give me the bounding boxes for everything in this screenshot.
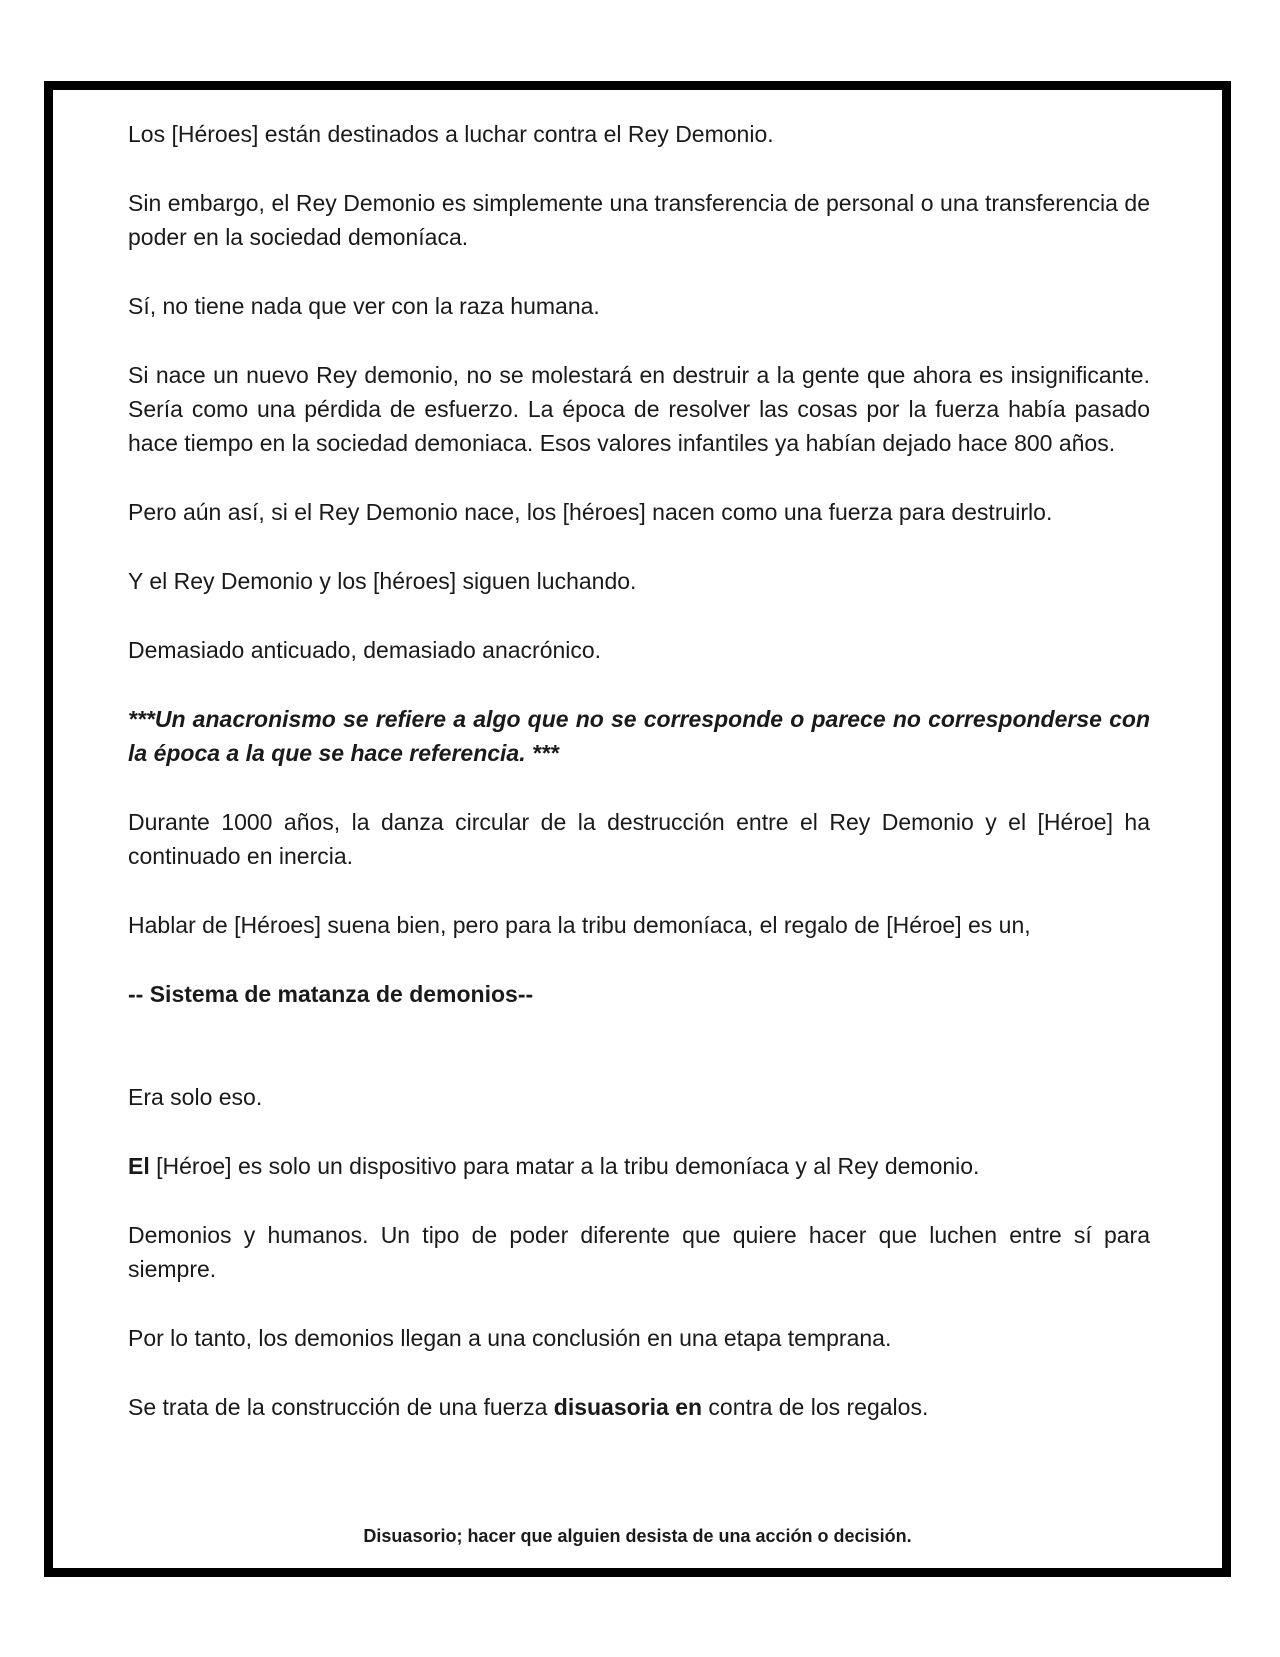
paragraph-12 <box>128 1149 1150 1183</box>
paragraph-7: Demasiado anticuado, demasiado anacrónico. <box>128 637 602 663</box>
anachronism-note: ***Un anacronismo se refiere a algo que no se corresponde o parece no corresponderse con la época a la que se hace referencia. *** <box>128 706 1150 766</box>
paragraph-15-bold: disuasoria en <box>553 1394 703 1420</box>
paragraph-6: Y el Rey Demonio y los [héroes] siguen luchando. <box>128 568 637 594</box>
paragraph-15 <box>128 1390 1150 1424</box>
paragraph-14: Por lo tanto, los demonios llegan a una conclusión en una etapa temprana. <box>128 1325 892 1351</box>
paragraph-10: Hablar de [Héroes] suena bien, pero para la tribu demoníaca, el regalo de [Héroe] es un, <box>128 912 1031 938</box>
paragraph-9: Durante 1000 años, la danza circular de la destrucción entre el Rey Demonio y el [Héroe] ha continuado en inercia. <box>128 809 1150 869</box>
paragraph-2: Sin embargo, el Rey Demonio es simplemente una transferencia de personal o una transferencia de poder en la sociedad demoníaca. <box>128 190 1150 250</box>
footnote-definition: Disuasorio; hacer que alguien desista de una acción o decisión. <box>363 1526 912 1546</box>
paragraph-3: Sí, no tiene nada que ver con la raza humana. <box>128 293 600 319</box>
paragraph-4: Si nace un nuevo Rey demonio, no se molestará en destruir a la gente que ahora es insignificante. Sería como una pérdida de esfuerzo. La época de resolver las cosas por la fuerza había pasado hace tiempo en la sociedad demoniaca. Esos valores infantiles ya habían dejado hace 800 años. <box>128 362 1150 456</box>
paragraph-15-start: Se trata de la construcción de una fuerza <box>128 1394 554 1420</box>
paragraph-13: Demonios y humanos. Un tipo de poder diferente que quiere hacer que luchen entre sí para siempre. <box>128 1222 1150 1282</box>
paragraph-1: Los [Héroes] están destinados a luchar contra el Rey Demonio. <box>128 121 774 147</box>
paragraph-12-bold: El <box>128 1153 150 1179</box>
document-body <box>128 117 1150 1459</box>
section-heading: -- Sistema de matanza de demonios-- <box>128 981 534 1007</box>
paragraph-12-rest: [Héroe] es solo un dispositivo para matar a la tribu demoníaca y al Rey demonio. <box>149 1153 980 1179</box>
paragraph-15-end: contra de los regalos. <box>702 1394 929 1420</box>
paragraph-5: Pero aún así, si el Rey Demonio nace, los [héroes] nacen como una fuerza para destruirlo. <box>128 499 1053 525</box>
paragraph-11: Era solo eso. <box>128 1084 263 1110</box>
